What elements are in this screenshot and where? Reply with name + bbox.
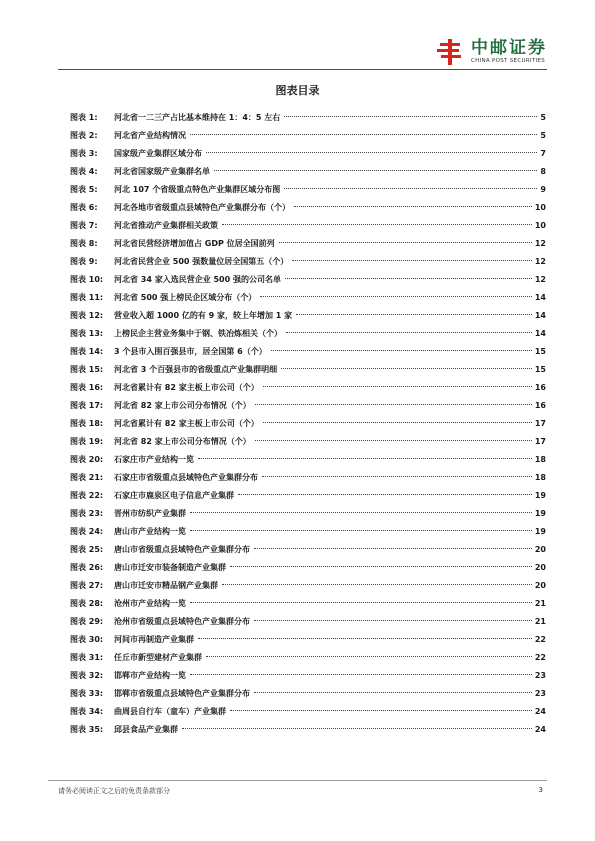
toc-entry-label: 图表 17:: [70, 400, 104, 410]
toc-entry-label: 图表 29:: [70, 616, 104, 626]
toc-entry[interactable]: [70, 720, 546, 738]
toc-entry-label: 图表 6:: [70, 202, 98, 212]
toc-entry-page: 12: [534, 274, 546, 284]
toc-entry-title: 沧州市省级重点县域特色产业集群分布: [114, 616, 250, 626]
toc-entry-title: 沧州市产业结构一览: [114, 598, 186, 608]
toc-entry-page: 8: [540, 166, 546, 176]
toc-entry[interactable]: [70, 198, 546, 216]
toc-leader-dots: [294, 205, 532, 207]
toc-entry-title: 邯郸市省级重点县域特色产业集群分布: [114, 688, 250, 698]
toc-entry-label: 图表 10:: [70, 274, 104, 284]
toc-entry-title: 曲周县自行车（童车）产业集群: [114, 706, 226, 716]
toc-entry-page: 12: [534, 256, 546, 266]
china-post-logo-icon: [435, 37, 465, 67]
toc-entry-title: 唐山市迁安市精品钢产业集群: [114, 580, 218, 590]
toc-entry-page: 20: [534, 580, 546, 590]
toc-entry[interactable]: [70, 558, 546, 576]
toc-leader-dots: [190, 511, 532, 513]
toc-entry-page: 23: [534, 670, 546, 680]
page-title: 图表目录: [275, 84, 320, 97]
toc-entry-label: 图表 20:: [70, 454, 104, 464]
toc-leader-dots: [230, 709, 532, 711]
toc-leader-dots: [284, 187, 537, 189]
toc-entry[interactable]: [70, 450, 546, 468]
toc-entry[interactable]: [70, 126, 546, 144]
toc-entry[interactable]: [70, 360, 546, 378]
toc-entry[interactable]: [70, 252, 546, 270]
page-number: 3: [538, 786, 543, 794]
toc-entry-label: 图表 34:: [70, 706, 104, 716]
toc-entry-title: 河北省民营企业 500 强数量位居全国第五（个）: [114, 256, 289, 266]
toc-leader-dots: [263, 421, 532, 423]
toc-entry-page: 21: [534, 598, 546, 608]
toc-entry-label: 图表 18:: [70, 418, 104, 428]
toc-entry[interactable]: [70, 378, 546, 396]
footer-disclaimer: 请务必阅读正文之后的免责条款部分: [58, 787, 170, 795]
toc-entry-label: 图表 33:: [70, 688, 104, 698]
toc-leader-dots: [271, 349, 532, 351]
toc-leader-dots: [260, 295, 532, 297]
toc-leader-dots: [286, 331, 532, 333]
toc-entry[interactable]: [70, 648, 546, 666]
toc-entry-page: 7: [540, 148, 546, 158]
toc-entry-page: 22: [534, 634, 546, 644]
toc-entry-label: 图表 15:: [70, 364, 104, 374]
toc-entry-page: 20: [534, 544, 546, 554]
toc-leader-dots: [254, 619, 532, 621]
toc-entry-title: 河北省累计有 82 家主板上市公司（个）: [114, 382, 259, 392]
toc-entry-title: 石家庄市产业结构一览: [114, 454, 194, 464]
toc-entry-title: 营业收入超 1000 亿的有 9 家，较上年增加 1 家: [114, 310, 293, 320]
toc-entry-label: 图表 5:: [70, 184, 98, 194]
toc-entry-page: 14: [534, 310, 546, 320]
toc-leader-dots: [190, 601, 532, 603]
toc-leader-dots: [222, 583, 532, 585]
logo-english-name: CHINA POST SECURITIES: [471, 58, 545, 64]
toc-entry-page: 17: [534, 418, 546, 428]
toc-entry[interactable]: [70, 540, 546, 558]
toc-entry-page: 16: [534, 400, 546, 410]
toc-entry-title: 石家庄市鹿泉区电子信息产业集群: [114, 490, 234, 500]
toc-entry-label: 图表 4:: [70, 166, 98, 176]
toc-entry[interactable]: [70, 414, 546, 432]
toc-entry-title: 3 个县市入围百强县市，居全国第 6（个）: [114, 346, 267, 356]
toc-leader-dots: [255, 439, 532, 441]
toc-entry[interactable]: [70, 270, 546, 288]
toc-entry[interactable]: [70, 594, 546, 612]
toc-entry-label: 图表 31:: [70, 652, 104, 662]
toc-leader-dots: [254, 547, 532, 549]
toc-leader-dots: [262, 475, 532, 477]
toc-entry-title: 河北省 82 家上市公司分布情况（个）: [114, 400, 251, 410]
toc-entry-title: 河北省推动产业集群相关政策: [114, 220, 218, 230]
toc-entry-label: 图表 35:: [70, 724, 104, 734]
toc-entry-label: 图表 22:: [70, 490, 104, 500]
toc-entry-title: 河北各地市省级重点县域特色产业集群分布（个）: [114, 202, 290, 212]
toc-entry-label: 图表 3:: [70, 148, 98, 158]
toc-entry-label: 图表 23:: [70, 508, 104, 518]
toc-entry-label: 图表 27:: [70, 580, 104, 590]
toc-entry[interactable]: [70, 324, 546, 342]
toc-entry-label: 图表 2:: [70, 130, 98, 140]
toc-entry-label: 图表 25:: [70, 544, 104, 554]
toc-entry[interactable]: [70, 576, 546, 594]
toc-entry[interactable]: [70, 486, 546, 504]
toc-entry[interactable]: [70, 234, 546, 252]
toc-leader-dots: [284, 115, 537, 117]
toc-entry-page: 19: [534, 508, 546, 518]
toc-entry-label: 图表 1:: [70, 112, 98, 122]
toc-entry-title: 河北省 500 强上榜民企区域分布（个）: [114, 292, 257, 302]
toc-entry-page: 24: [534, 724, 546, 734]
toc-entry[interactable]: [70, 288, 546, 306]
toc-entry[interactable]: [70, 216, 546, 234]
toc-entry-page: 9: [540, 184, 546, 194]
toc-leader-dots: [263, 385, 532, 387]
toc-entry-title: 唐山市省级重点县域特色产业集群分布: [114, 544, 250, 554]
toc-leader-dots: [182, 727, 532, 729]
toc-leader-dots: [292, 259, 532, 261]
toc-entry-title: 石家庄市省级重点县域特色产业集群分布: [114, 472, 258, 482]
toc-entry[interactable]: [70, 684, 546, 702]
toc-entry[interactable]: [70, 468, 546, 486]
toc-entry-page: 19: [534, 490, 546, 500]
toc-entry[interactable]: [70, 108, 546, 126]
toc-entry[interactable]: [70, 612, 546, 630]
figure-table-of-contents: [70, 108, 546, 738]
toc-entry[interactable]: [70, 306, 546, 324]
page-header: [0, 0, 595, 76]
toc-entry-label: 图表 8:: [70, 238, 98, 248]
toc-entry[interactable]: [70, 702, 546, 720]
toc-entry-page: 12: [534, 238, 546, 248]
toc-entry-label: 图表 12:: [70, 310, 104, 320]
toc-entry[interactable]: [70, 666, 546, 684]
toc-entry-page: 14: [534, 292, 546, 302]
toc-entry-page: 5: [540, 130, 546, 140]
toc-entry-title: 河间市再制造产业集群: [114, 634, 194, 644]
toc-entry-title: 河北 107 个省级重点特色产业集群区域分布图: [114, 184, 281, 194]
toc-entry-title: 邯郸市产业结构一览: [114, 670, 186, 680]
toc-entry-title: 河北省 82 家上市公司分布情况（个）: [114, 436, 251, 446]
toc-entry-title: 邱县食品产业集群: [114, 724, 178, 734]
toc-entry[interactable]: [70, 396, 546, 414]
toc-entry-label: 图表 26:: [70, 562, 104, 572]
toc-entry-label: 图表 30:: [70, 634, 104, 644]
toc-entry-page: 21: [534, 616, 546, 626]
toc-entry-label: 图表 24:: [70, 526, 104, 536]
toc-leader-dots: [296, 313, 532, 315]
toc-leader-dots: [238, 493, 532, 495]
toc-entry[interactable]: [70, 630, 546, 648]
toc-entry-title: 唐山市产业结构一览: [114, 526, 186, 536]
toc-entry-page: 19: [534, 526, 546, 536]
toc-entry-title: 任丘市新型建材产业集群: [114, 652, 202, 662]
toc-entry-label: 图表 14:: [70, 346, 104, 356]
toc-entry-label: 图表 21:: [70, 472, 104, 482]
toc-entry-page: 24: [534, 706, 546, 716]
toc-leader-dots: [279, 241, 532, 243]
toc-entry-label: 图表 16:: [70, 382, 104, 392]
toc-entry-page: 10: [534, 220, 546, 230]
toc-leader-dots: [254, 691, 532, 693]
toc-entry-page: 22: [534, 652, 546, 662]
toc-leader-dots: [255, 403, 532, 405]
toc-leader-dots: [190, 133, 537, 135]
toc-entry-page: 18: [534, 454, 546, 464]
toc-entry-title: 河北省 3 个百强县市的省级重点产业集群明细: [114, 364, 278, 374]
toc-entry[interactable]: [70, 522, 546, 540]
toc-entry-label: 图表 9:: [70, 256, 98, 266]
toc-entry-page: 20: [534, 562, 546, 572]
toc-entry-page: 16: [534, 382, 546, 392]
toc-entry-page: 14: [534, 328, 546, 338]
toc-entry-label: 图表 11:: [70, 292, 104, 302]
toc-entry-title: 国家级产业集群区域分布: [114, 148, 202, 158]
toc-entry[interactable]: [70, 180, 546, 198]
toc-entry-label: 图表 13:: [70, 328, 104, 338]
toc-leader-dots: [230, 565, 532, 567]
toc-entry-title: 唐山市迁安市装备制造产业集群: [114, 562, 226, 572]
toc-entry-page: 15: [534, 346, 546, 356]
toc-leader-dots: [190, 529, 532, 531]
toc-entry-title: 上榜民企主营业务集中于钢、铁冶炼相关（个）: [114, 328, 282, 338]
toc-entry-label: 图表 28:: [70, 598, 104, 608]
toc-leader-dots: [222, 223, 532, 225]
toc-entry-title: 河北省国家级产业集群名单: [114, 166, 210, 176]
toc-entry-page: 15: [534, 364, 546, 374]
toc-entry[interactable]: [70, 162, 546, 180]
toc-leader-dots: [206, 151, 537, 153]
toc-entry-page: 10: [534, 202, 546, 212]
logo-chinese-name: 中邮证券: [471, 38, 547, 58]
toc-entry-page: 23: [534, 688, 546, 698]
toc-entry-title: 河北省一二三产占比基本维持在 1：4：5 左右: [114, 112, 281, 122]
toc-entry[interactable]: [70, 144, 546, 162]
toc-leader-dots: [285, 277, 532, 279]
toc-leader-dots: [214, 169, 537, 171]
toc-entry-title: 河北省民营经济增加值占 GDP 位居全国前列: [114, 238, 275, 248]
footer-divider: [48, 780, 547, 781]
toc-leader-dots: [281, 367, 532, 369]
toc-entry-page: 17: [534, 436, 546, 446]
toc-entry-title: 河北省产业结构情况: [114, 130, 186, 140]
toc-entry-title: 河北省 34 家入选民营企业 500 强的公司名单: [114, 274, 281, 284]
toc-entry-title: 河北省累计有 82 家主板上市公司（个）: [114, 418, 259, 428]
toc-leader-dots: [198, 457, 532, 459]
china-post-securities-logo: [435, 37, 547, 67]
toc-entry[interactable]: [70, 504, 546, 522]
toc-entry-title: 晋州市纺织产业集群: [114, 508, 186, 518]
toc-entry-label: 图表 32:: [70, 670, 104, 680]
toc-entry-page: 5: [540, 112, 546, 122]
toc-entry-label: 图表 19:: [70, 436, 104, 446]
toc-entry[interactable]: [70, 432, 546, 450]
toc-leader-dots: [206, 655, 532, 657]
toc-entry-page: 18: [534, 472, 546, 482]
toc-entry[interactable]: [70, 342, 546, 360]
toc-leader-dots: [190, 673, 532, 675]
toc-entry-label: 图表 7:: [70, 220, 98, 230]
toc-leader-dots: [198, 637, 532, 639]
header-divider: [58, 69, 547, 70]
